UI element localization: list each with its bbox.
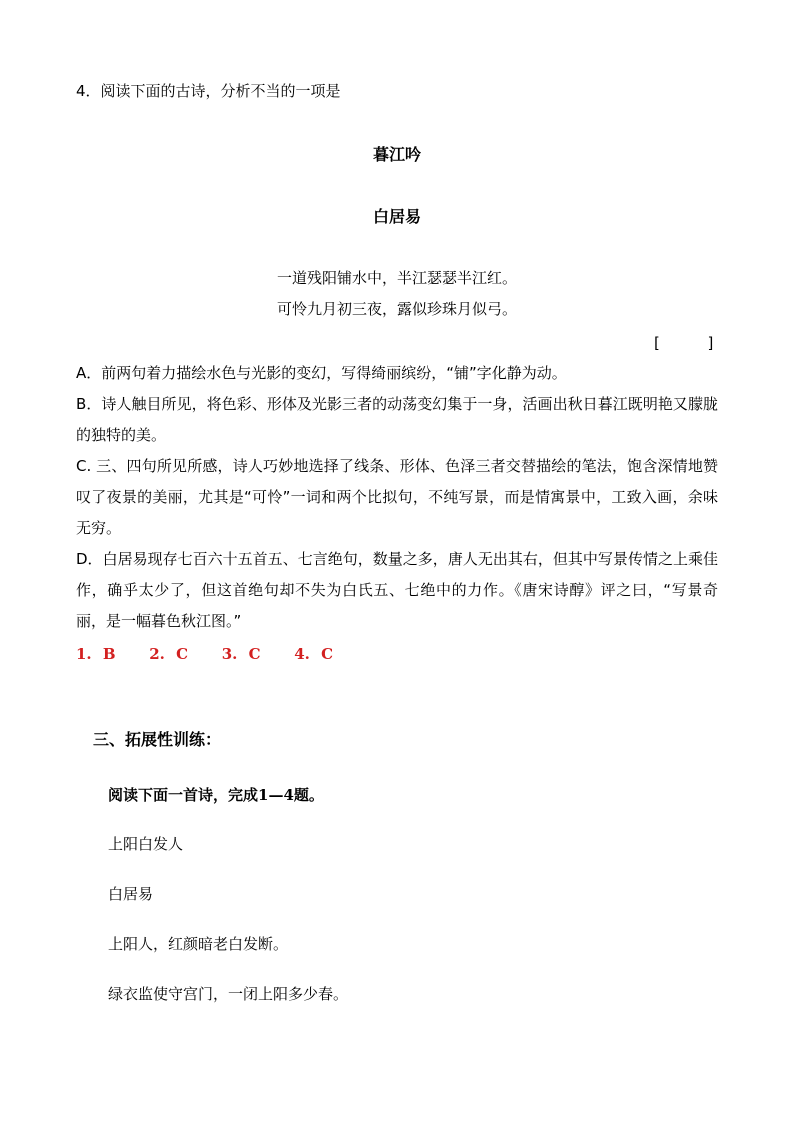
answer-bracket: [ ] [654,334,714,352]
option-d: D．白居易现存七百六十五首五、七言绝句，数量之多，唐人无出其右，但其中写景传情之上乘佳作，确乎太少了，但这首绝句却不失为白氏五、七绝中的力作。《唐宋诗醇》评之曰，“写景奇丽，是一幅暮色秋江图。” [76,550,718,630]
poem-author: 白居易 [372,207,421,226]
poem-title: 暮江吟 [372,145,421,164]
option-b: B．诗人触目所见，将色彩、形体及光影三者的动荡变幻集于一身，活画出秋日暮江既明艳又朦胧的独特的美。 [76,395,718,444]
poem-line-2: 可怜九月初三夜，露似珍珠月似弓。 [276,300,517,318]
option-c: C. 三、四句所见所感，诗人巧妙地选择了线条、形体、色泽三者交替描绘的笔法，饱含深情地赞叹了夜景的美丽，尤其是“可怜”一词和两个比拟句，不纯写景，而是情寓景中，工致入画，余味无穷。 [76,457,718,537]
section-3-heading: 三、拓展性训练： [93,730,222,749]
poem2-title: 上阳白发人 [108,835,184,853]
section-3-instruction: 阅读下面一首诗，完成1—4题。 [108,786,324,804]
answer-key: 1. B 2. C 3. C 4. C [76,645,334,663]
poem2-line-2: 绿衣监使守宫门，一闭上阳多少春。 [108,985,349,1003]
question-4-prompt: 4．阅读下面的古诗，分析不当的一项是 [76,82,341,100]
option-a: A．前两句着力描绘水色与光影的变幻，写得绮丽缤纷，“铺”字化静为动。 [76,364,567,382]
poem2-line-1: 上阳人，红颜暗老白发断。 [108,935,289,953]
poem2-author: 白居易 [108,885,154,903]
poem-line-1: 一道残阳铺水中，半江瑟瑟半江红。 [276,269,517,287]
